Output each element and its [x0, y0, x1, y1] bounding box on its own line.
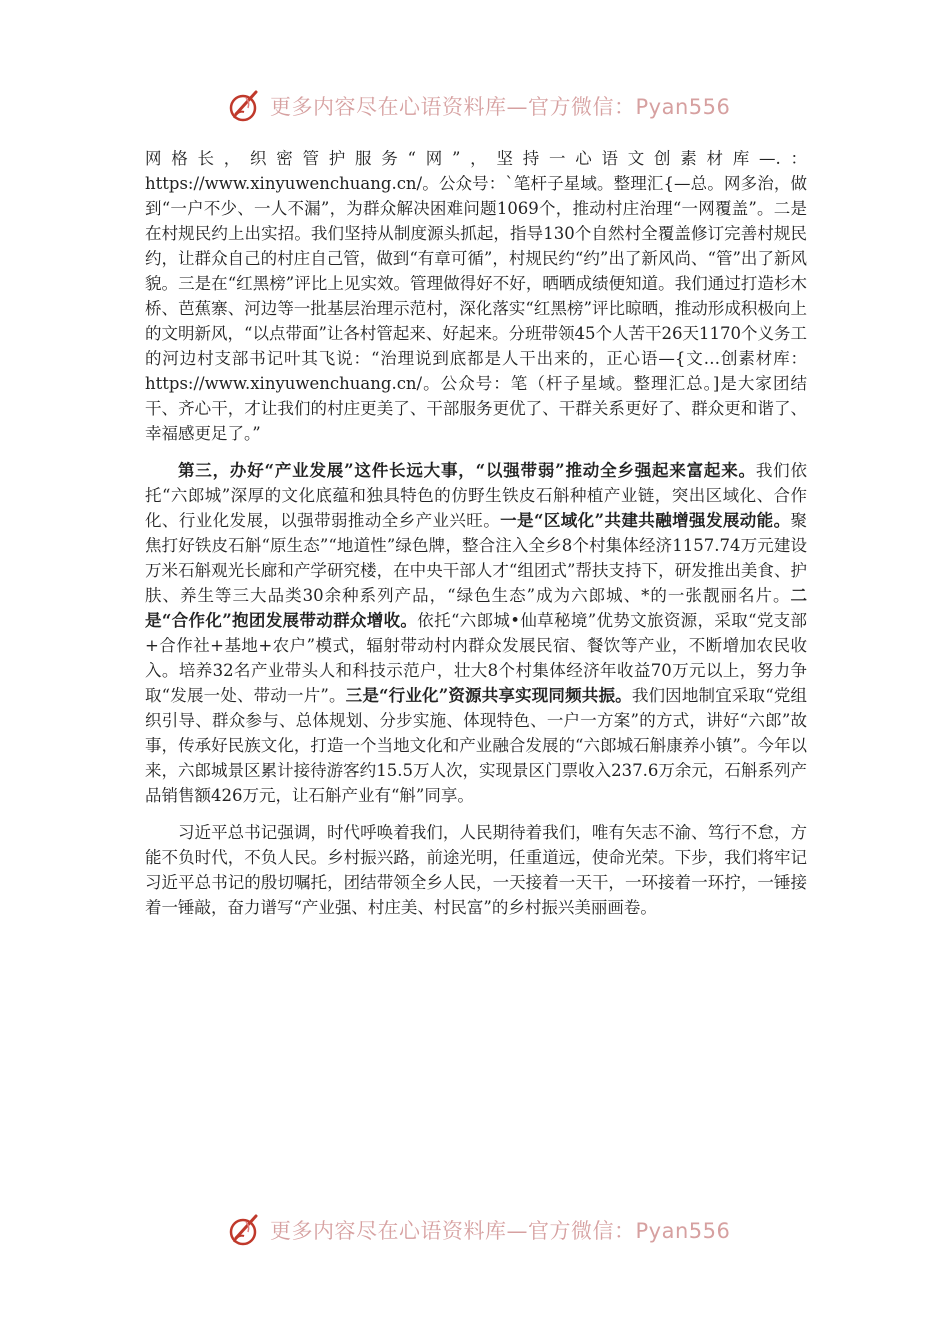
footer-banner — [228, 1208, 748, 1252]
banner-text: 更多内容尽在心语资料库—官方微信：Pyan556 — [270, 1219, 731, 1243]
bold-heading: 二是“合作化”抱团发展带动群众增收。 — [145, 586, 807, 630]
bold-heading: 一是“区域化”共建共融增强发展动能。 — [500, 511, 791, 530]
text-run: 聚焦打好铁皮石斛“原生态”“地道性”绿色牌，整合注入全乡8个村集体经济1157.74万元建设万米石斛观光长廊和产学研究楼，在中央干部人才“组团式”帮扶支持下，研发推出美食、护肤、养生等三大品类30余种系列产品，“绿色生态”成为六郎城、*的一张靓丽名片。 — [145, 511, 807, 605]
paragraph-2 — [145, 458, 807, 808]
text-run: 习近平总书记强调，时代呼唤着我们，人民期待着我们，唯有矢志不渝、笃行不怠，方能不负时代，不负人民。乡村振兴路，前途光明，任重道远，使命光荣。下步，我们将牢记习近平总书记的殷切嘱托，团结带领全乡人民，一天接着一天干，一环接着一环拧，一锤接着一锤敲，奋力谱写“产业强、村庄美、村民富”的乡村振兴美丽画卷。 — [145, 823, 807, 917]
text-run: 网格长，织密管护服务“网”，坚持一心语文创素材库—.：https://www.xinyuwenchuang.cn/。公众号：`笔杆子星域。整理汇{—总。网多治，做到“一户不少、一人不漏”，为群众解决困难问题1069个，推动村庄治理“一网覆盖”。二是在村规民约上出实招。我们坚持从制度源头抓起，指导130个自然村全覆盖修订完善村规民约，让群众自己的村庄自己管，做到“有章可循”，村规民约“约”出了新风尚、“管”出了新风貌。三是在“红黑榜”评比上见实效。管理做得好不好，晒晒成绩便知道。我们通过打造杉木桥、芭蕉寨、河边等一批基层治理示范村，深化落实“红黑榜”评比晾晒，推动形成积极向上的文明新风，“以点带面”让各村管起来、好起来。分班带领45个人苦干26天1170个义务工的河边村支部书记叶其飞说：“治理说到底都是人干出来的，正心语—{文…创素材库：https://www.xinyuwenchuang.cn/。公众号：笔（杆子星域。整理汇总。]是大家团结干、齐心干，才让我们的村庄更美了、干部服务更优了、干群关系更好了、群众更和谐了、幸福感更足了。” — [145, 149, 807, 443]
text-run: 依托“六郎城•仙草秘境”优势文旅资源，采取“党支部+合作社+基地+农户”模式，辐射带动村内群众发展民宿、餐饮等产业，不断增加农民收入。培养32名产业带头人和科技示范户，壮大8个村集体经济年收益70万元以上，努力争取“发展一处、带动一片”。 — [145, 611, 807, 705]
paragraph-1 — [145, 146, 807, 446]
text-run: 我们依托“六郎城”深厚的文化底蕴和独具特色的仿野生铁皮石斛种植产业链，突出区域化、合作化、行业化发展，以强带弱推动全乡产业兴旺。 — [145, 461, 807, 530]
bold-heading: 三是“行业化”资源共享实现同频共振。 — [345, 686, 632, 705]
pen-logo-icon — [228, 88, 264, 124]
bold-heading: 第三，办好“产业发展”这件长远大事，“以强带弱”推动全乡强起来富起来。 — [178, 461, 756, 480]
banner-text: 更多内容尽在心语资料库—官方微信：Pyan556 — [270, 95, 731, 119]
document-body — [145, 146, 807, 920]
paragraph-3 — [145, 820, 807, 920]
pen-logo-icon — [228, 1212, 264, 1248]
text-run: 我们因地制宜采取“党组织引导、群众参与、总体规划、分步实施、体现特色、一户一方案”的方式，讲好“六郎”故事，传承好民族文化，打造一个当地文化和产业融合发展的“六郎城石斛康养小镇”。今年以来，六郎城景区累计接待游客约15.5万人次，实现景区门票收入237.6万余元，石斛系列产品销售额426万元，让石斛产业有“斛”同享。 — [145, 686, 808, 805]
header-banner — [228, 84, 748, 128]
